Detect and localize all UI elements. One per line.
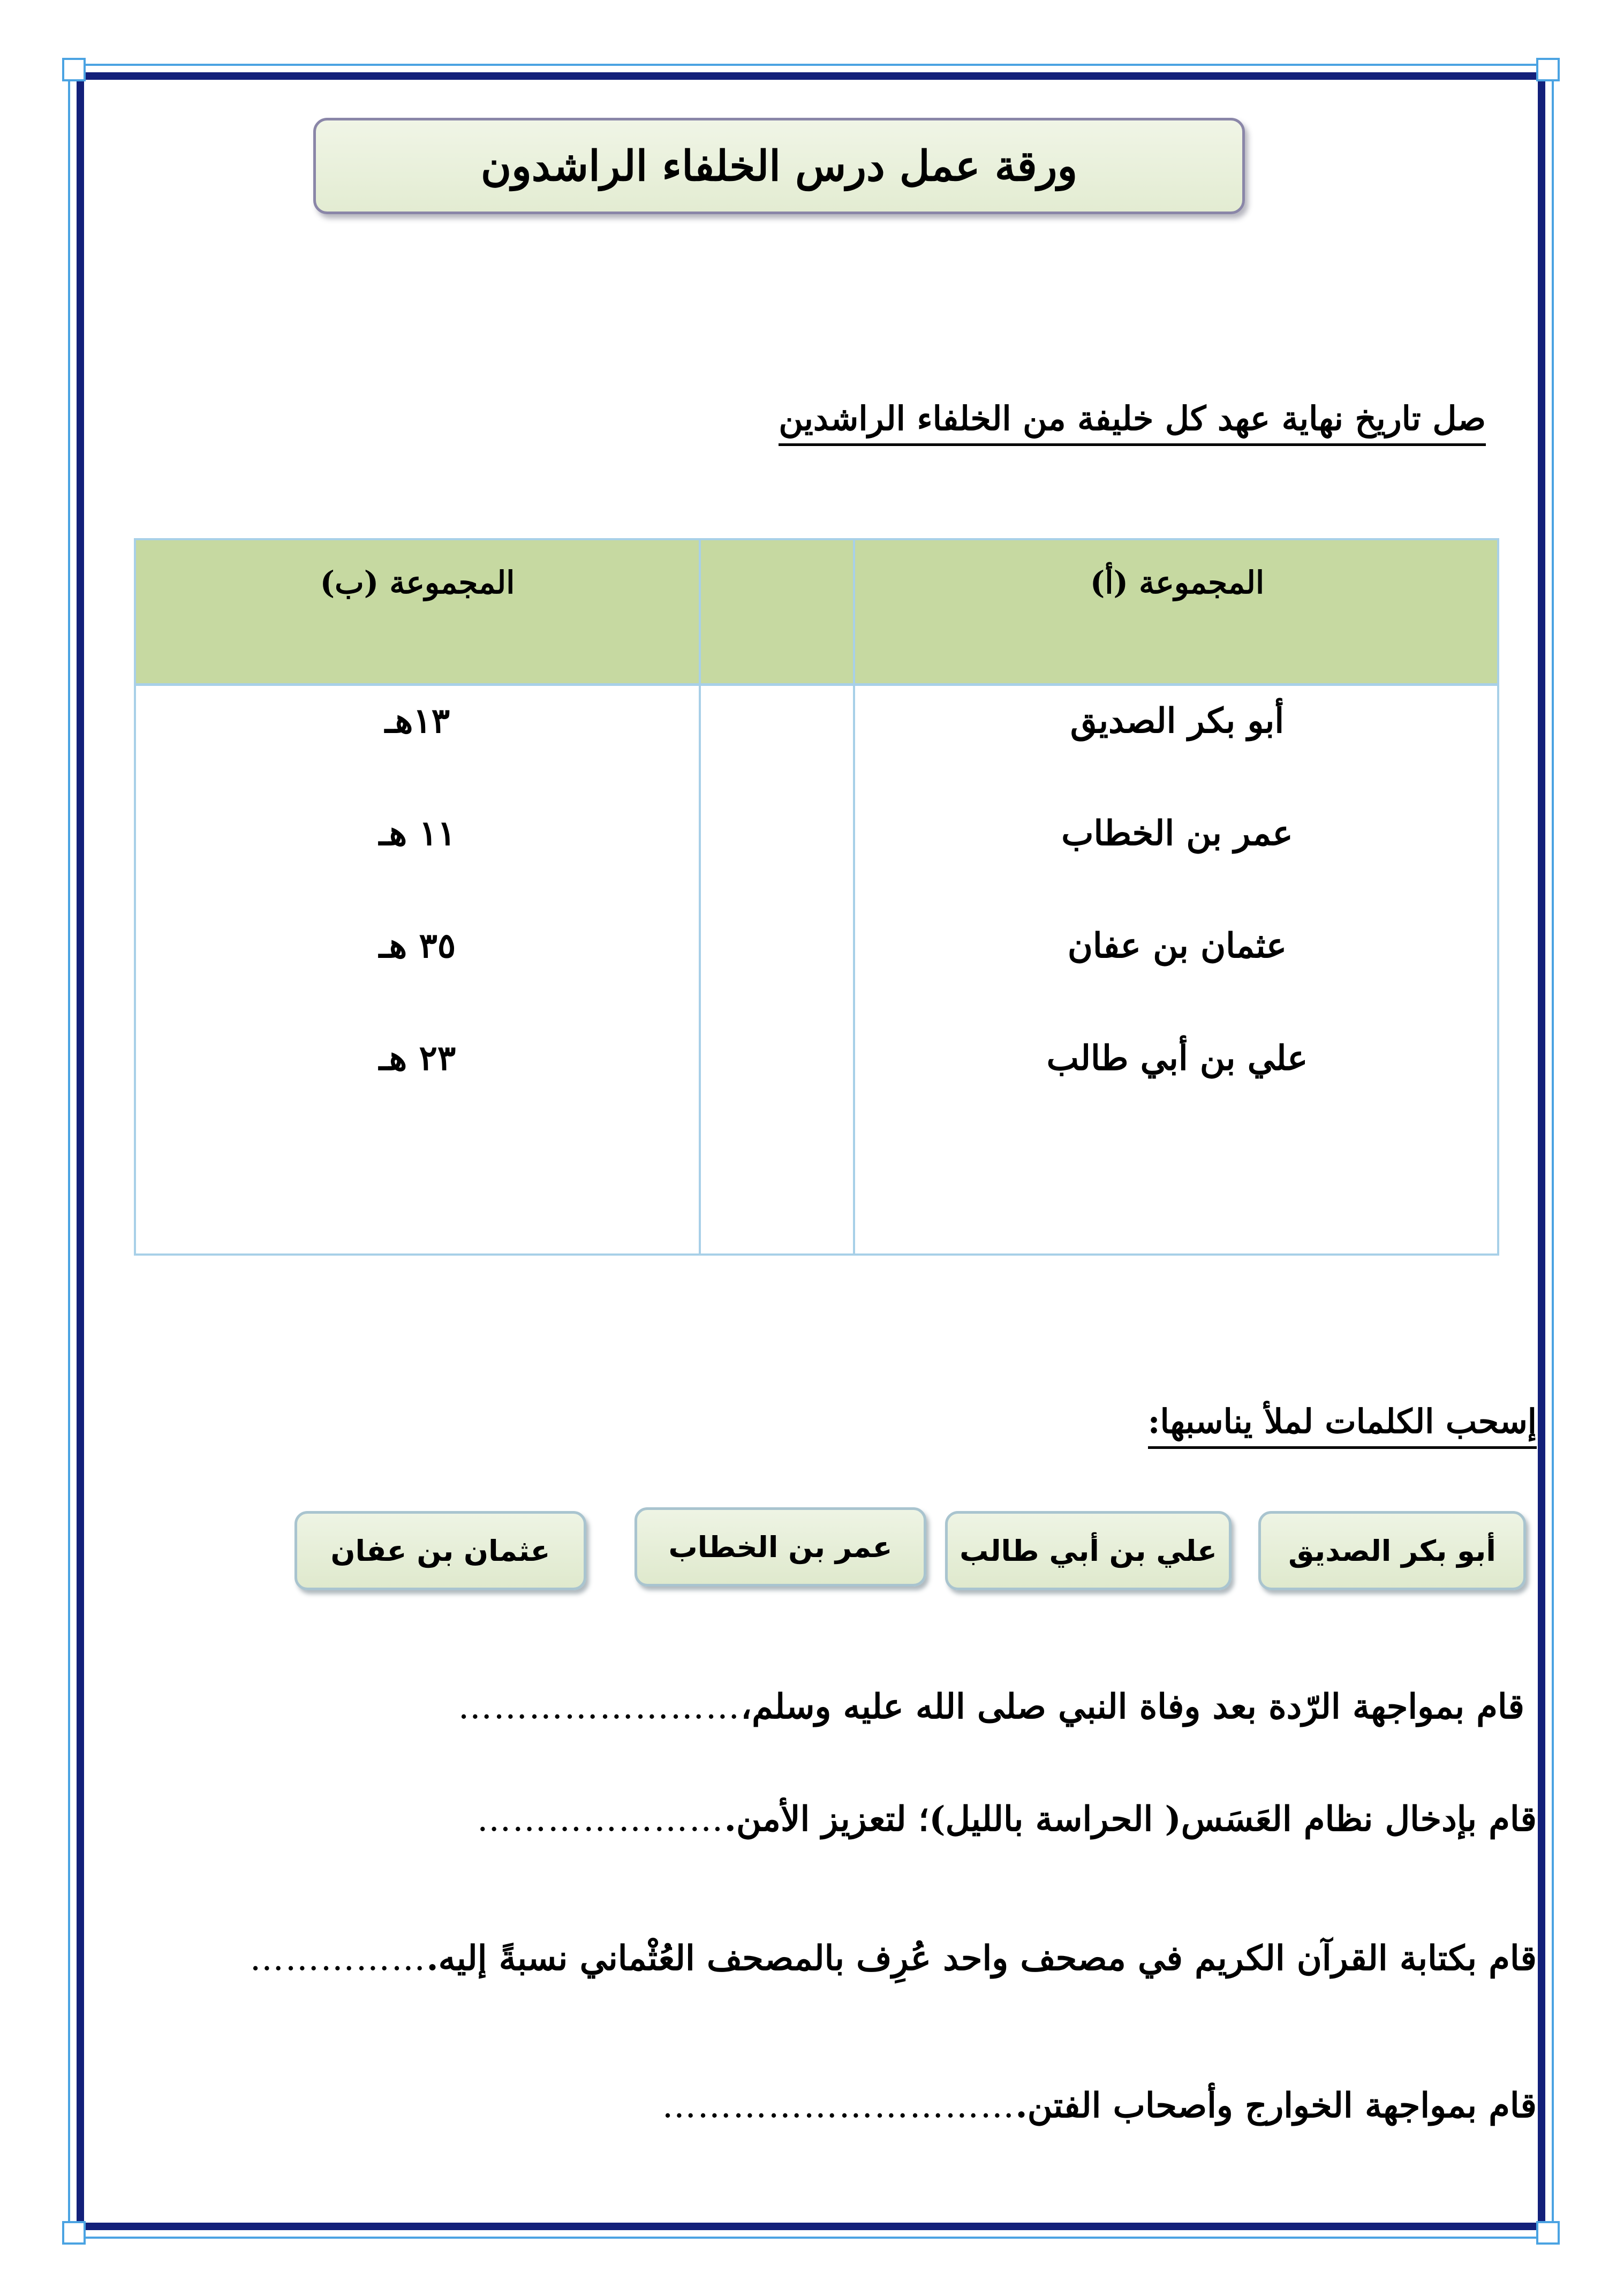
matching-heading: صل تاريخ نهاية عهد كل خليفة من الخلفاء الراشدين (779, 399, 1486, 446)
table-header-row (136, 540, 1497, 686)
corner-ornament (1536, 2221, 1560, 2245)
caliph-item[interactable]: عثمان بن عفان (1067, 926, 1287, 966)
word-abu-bakr[interactable]: أبو بكر الصديق (1258, 1511, 1526, 1590)
date-item[interactable]: ٢٣ هـ (379, 1038, 456, 1078)
caliph-item[interactable]: أبو بكر الصديق (1070, 701, 1285, 741)
corner-ornament (62, 58, 86, 81)
answer-blank[interactable]: …………………… (458, 1687, 741, 1727)
word-ali[interactable]: علي بن أبي طالب (945, 1511, 1232, 1590)
matching-table (134, 538, 1499, 1256)
page-title: ورقة عمل درس الخلفاء الراشدون (480, 141, 1078, 191)
column-divider (853, 540, 855, 1253)
sentence-3 (250, 1938, 1537, 1978)
corner-ornament (62, 2221, 86, 2245)
sentence-text: قام بمواجهة الخوارج وأصحاب الفتن. (1015, 2086, 1537, 2126)
sentence-4 (662, 2086, 1537, 2126)
column-divider (699, 540, 701, 1253)
caliph-item[interactable]: عمر بن الخطاب (1061, 813, 1293, 854)
header-group-b: المجموعة (ب) (320, 564, 515, 601)
caliph-item[interactable]: علي بن أبي طالب (1046, 1038, 1308, 1078)
sentence-text: قام بكتابة القرآن الكريم في مصحف واحد عُرِف بالمصحف العُثْماني نسبةً إليه. (426, 1938, 1537, 1978)
sentence-1 (458, 1687, 1524, 1727)
word-uthman[interactable]: عثمان بن عفان (294, 1511, 586, 1590)
date-item[interactable]: ١٣هـ (384, 701, 450, 741)
answer-blank[interactable]: …………… (250, 1939, 427, 1978)
title-box (313, 118, 1245, 214)
date-item[interactable]: ١١ هـ (379, 813, 456, 854)
sentence-2 (477, 1799, 1537, 1839)
drag-heading: إسحب الكلمات لملأ يناسبها: (1148, 1402, 1537, 1449)
corner-ornament (1536, 58, 1560, 81)
header-group-a: المجموعة (أ) (1090, 564, 1265, 601)
answer-blank[interactable]: ………………………… (662, 2086, 1016, 2126)
date-item[interactable]: ٣٥ هـ (379, 926, 456, 966)
sentence-text: قام بمواجهة الرّدة بعد وفاة النبي صلى الله عليه وسلم، (741, 1687, 1524, 1727)
word-umar[interactable]: عمر بن الخطاب (635, 1507, 926, 1587)
sentence-text: قام بإدخال نظام العَسَس( الحراسة بالليل)؛ لتعزيز الأمن. (724, 1799, 1537, 1839)
answer-blank[interactable]: ………………… (477, 1800, 724, 1839)
